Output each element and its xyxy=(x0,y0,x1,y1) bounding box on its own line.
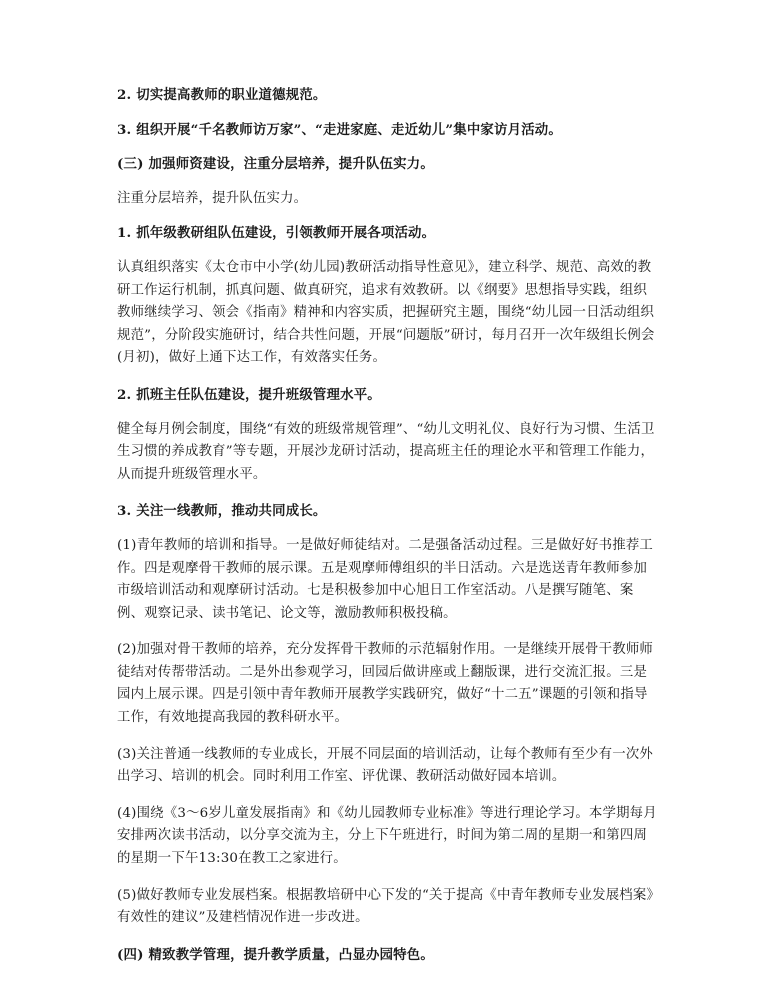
section-heading-3-teacher-development: (三) 加强师资建设，注重分层培养，提升队伍实力。 xyxy=(117,156,434,173)
heading-3-frontline-teachers: 3. 关注一线教师，推动共同成长。 xyxy=(117,503,327,520)
heading-2-class-teacher-team: 2. 抓班主任队伍建设，提升班级管理水平。 xyxy=(117,386,381,403)
paragraph-class-management: 健全每月例会制度，围绕“有效的班级常规管理”、“幼儿文明礼仪、良好行为习惯、生活卫生习惯的养成教育”等专题，开展沙龙研讨活动，提高班主任的理论水平和管理工作能力，从而提升班级管理水平。 xyxy=(117,421,655,482)
paragraph-research-work: 认真组织落实《太仓市中小学(幼儿园)教研活动指导性意见》，建立科学、规范、高效的教研工作运行机制，抓真问题、做真研究，追求有效教研。以《纲要》思想指导实践，组织教师继续学习、领会《指南》精神和内容实质，把握研究主题，围绕“幼儿园一日活动组织规范”，分阶段实施研讨，结合共性问题，开展“问题版”研讨，每月召开一次年级组长例会(月初)，做好上通下达工作，有效落实任务。 xyxy=(117,259,655,366)
paragraph-young-teachers: (1)青年教师的培训和指导。一是做好师徒结对。二是强备活动过程。三是做好好书推荐工作。四是观摩骨干教师的展示课。五是观摩师傅组织的半日活动。六是选送青年教师参加市级培训活动和观摩研讨活动。七是积极参加中心旭日工作室活动。八是撰写随笔、案例、观察记录、读书笔记、论文等，激励教师积极投稿。 xyxy=(117,537,654,621)
document-page xyxy=(117,84,657,966)
paragraph-summary: 注重分层培养，提升队伍实力。 xyxy=(117,190,308,206)
heading-2-professional-ethics: 2. 切实提高教师的职业道德规范。 xyxy=(117,87,327,103)
heading-3-home-visit-activity: 3. 组织开展“千名教师访万家”、“走进家庭、走近幼儿”集中家访月活动。 xyxy=(117,121,562,138)
heading-1-grade-research-team: 1. 抓年级教研组队伍建设，引领教师开展各项活动。 xyxy=(117,225,436,242)
paragraph-ordinary-teachers: (3)关注普通一线教师的专业成长，开展不同层面的培训活动，让每个教师有至少有一次外出学习、培训的机会。同时利用工作室、评优课、教研活动做好园本培训。 xyxy=(117,746,654,785)
paragraph-development-archive: (5)做好教师专业发展档案。根据教培研中心下发的“关于提高《中青年教师专业发展档案》有效性的建议”及建档情况作进一步改进。 xyxy=(117,887,654,926)
paragraph-theory-study: (4)围绕《3～6岁儿童发展指南》和《幼儿园教师专业标准》等进行理论学习。本学期每月安排两次读书活动，以分享交流为主，分上下午班进行，时间为第二周的星期一和第四周的星期一下午13:30在教工之家进行。 xyxy=(117,805,657,867)
section-heading-4-teaching-management: (四) 精致教学管理，提升教学质量，凸显办园特色。 xyxy=(117,946,434,963)
paragraph-backbone-teachers: (2)加强对骨干教师的培养，充分发挥骨干教师的示范辐射作用。一是继续开展骨干教师师徒结对传帮带活动。二是外出参观学习，回园后做讲座或上翻版课，进行交流汇报。三是园内上展示课。四是引领中青年教师开展教学实践研究，做好“十二五”课题的引领和指导工作，有效地提高我园的教科研水平。 xyxy=(117,642,654,726)
